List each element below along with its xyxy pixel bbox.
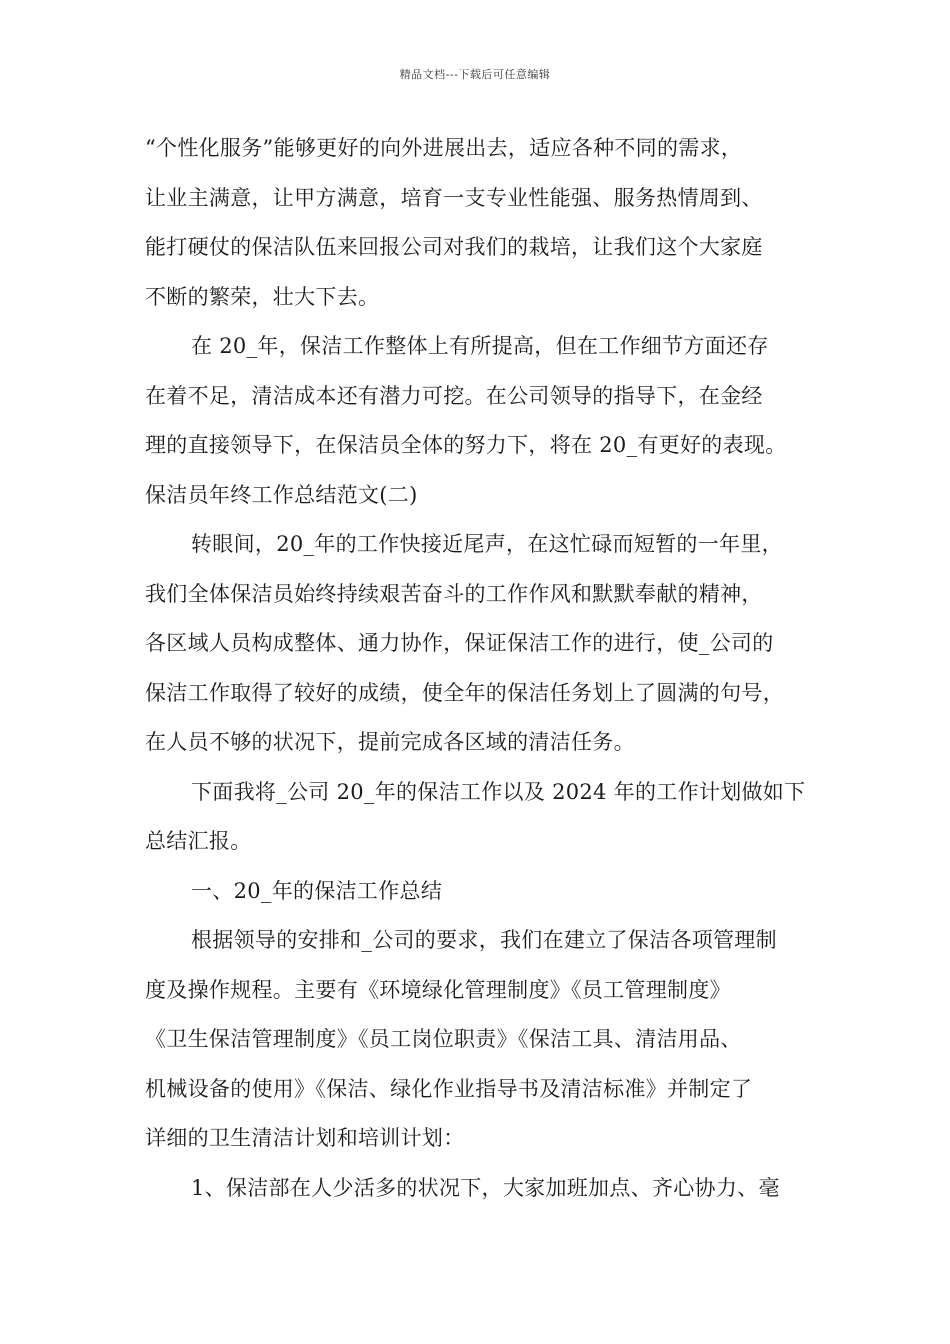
text-line: 转眼间，20_年的工作快接近尾声，在这忙碌而短暂的一年里， — [191, 532, 783, 556]
page-header: 精品文档---下载后可任意编辑 — [399, 68, 551, 81]
text-line: 不断的繁荣，壮大下去。 — [145, 284, 380, 309]
document-body — [145, 128, 835, 1217]
text-line: 度及操作规程。主要有《环境绿化管理制度》《员工管理制度》 — [145, 977, 731, 1002]
text-line: 保洁员年终工作总结范文(二) — [145, 482, 418, 507]
text-line: 理的直接领导下，在保洁员全体的努力下，将在 20_有更好的表现。 — [145, 433, 787, 457]
text-line: 各区域人员构成整体、通力协作，保证保洁工作的进行，使_公司的 — [145, 631, 774, 655]
text-line: 下面我将_公司 20_年的保洁工作以及 2024 年的工作计划做如下 — [191, 779, 806, 804]
text-line: 1、保洁部在人少活多的状况下，大家加班加点、齐心协力、毫 — [191, 1175, 780, 1200]
text-line: 详细的卫生清洁计划和培训计划： — [145, 1126, 465, 1150]
text-line: 一、20_年的保洁工作总结 — [191, 878, 443, 903]
text-line: 总结汇报。 — [145, 829, 252, 853]
text-line: 在 20_年，保洁工作整体上有所提高，但在工作细节方面还存 — [191, 334, 769, 358]
text-line: 机械设备的使用》《保洁、绿化作业指导书及清洁标准》并制定了 — [145, 1076, 753, 1101]
text-line: 我们全体保洁员始终持续艰苦奋斗的工作作风和默默奉献的精神， — [145, 581, 763, 606]
text-line: 能打硬仗的保洁队伍来回报公司对我们的栽培，让我们这个大家庭 — [145, 235, 763, 259]
text-line: 在着不足，清洁成本还有潜力可挖。在公司领导的指导下，在金经 — [145, 383, 763, 408]
text-line: 在人员不够的状况下，提前完成各区域的清洁任务。 — [145, 730, 635, 754]
text-line: “个性化服务”能够更好的向外进展出去，适应各种不同的需求， — [145, 136, 743, 160]
text-line: 让业主满意，让甲方满意，培育一支专业性能强、服务热情周到、 — [145, 185, 763, 210]
text-line: 保洁工作取得了较好的成绩，使全年的保洁任务划上了圆满的句号， — [145, 680, 784, 705]
text-line: 《卫生保洁管理制度》《员工岗位职责》《保洁工具、清洁用品、 — [145, 1027, 742, 1051]
text-line: 根据领导的安排和_公司的要求，我们在建立了保洁各项管理制 — [191, 928, 777, 952]
